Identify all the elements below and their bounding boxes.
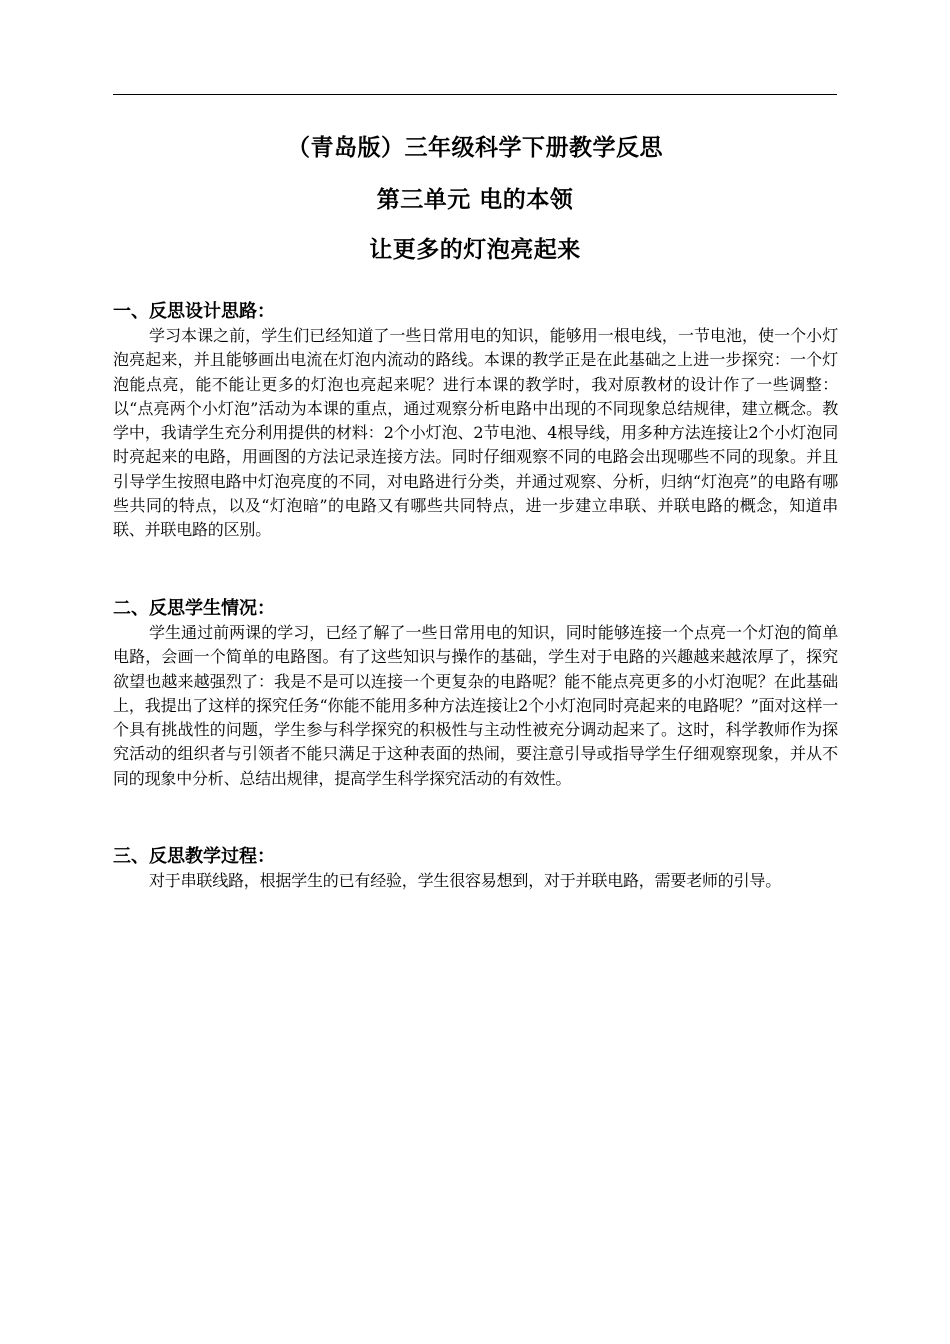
section-design-reflection — [113, 300, 838, 543]
section-heading: 一、反思设计思路： — [113, 301, 275, 322]
section-heading: 三、反思教学过程： — [113, 846, 275, 867]
section-heading: 二、反思学生情况： — [113, 598, 275, 619]
section-body: 对于串联线路，根据学生的已有经验，学生很容易想到，对于并联电路，需要老师的引导。 — [149, 871, 782, 890]
document-title: （青岛版）三年级科学下册教学反思 — [287, 135, 663, 161]
unit-title: 第三单元 电的本领 — [376, 187, 574, 213]
lesson-title: 让更多的灯泡亮起来 — [369, 237, 581, 263]
section-student-reflection — [113, 597, 838, 791]
section-body: 学习本课之前，学生们已经知道了一些日常用电的知识，能够用一根电线，一节电池，使一个小灯泡亮起来，并且能够画出电流在灯泡内流动的路线。本课的教学正是在此基础之上进一步探究：一个灯泡能点亮，能不能让更多的灯泡也亮起来呢？进行本课的教学时，我对原教材的设计作了一些调整：以“点亮两个小灯泡”活动为本课的重点，通过观察分析电路中出现的不同现象总结规律，建立概念。教学中，我请学生充分利用提供的材料：2个小灯泡、2节电池、4根导线，用多种方法连接让2个小灯泡同时亮起来的电路，用画图的方法记录连接方法。同时仔细观察不同的电路会出现哪些不同的现象。并且引导学生按照电路中灯泡亮度的不同，对电路进行分类，并通过观察、分析，归纳“灯泡亮”的电路有哪些共同的特点，以及“灯泡暗”的电路又有哪些共同特点，进一步建立串联、并联电路的概念，知道串联、并联电路的区别。 — [113, 326, 838, 540]
header-rule — [113, 94, 837, 95]
section-process-reflection — [113, 845, 838, 893]
section-body: 学生通过前两课的学习，已经了解了一些日常用电的知识，同时能够连接一个点亮一个灯泡的简单电路，会画一个简单的电路图。有了这些知识与操作的基础，学生对于电路的兴趣越来越浓厚了，探究欲望也越来越强烈了：我是不是可以连接一个更复杂的电路呢？能不能点亮更多的小灯泡呢？在此基础上，我提出了这样的探究任务“你能不能用多种方法连接让2个小灯泡同时亮起来的电路呢？”面对这样一个具有挑战性的问题，学生参与科学探究的积极性与主动性被充分调动起来了。这时，科学教师作为探究活动的组织者与引领者不能只满足于这种表面的热闹，要注意引导或指导学生仔细观察现象，并从不同的现象中分析、总结出规律，提高学生科学探究活动的有效性。 — [113, 623, 838, 788]
